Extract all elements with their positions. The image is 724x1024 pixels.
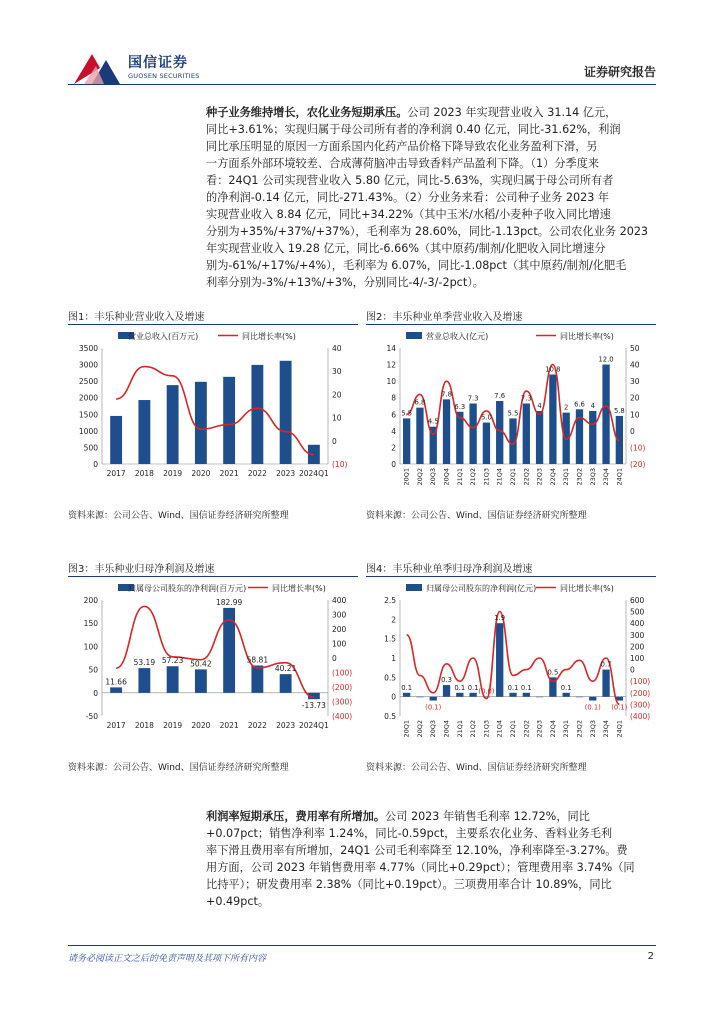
left-axis-tick: 14: [386, 344, 396, 353]
category-label: 21Q4: [495, 720, 504, 738]
left-axis-tick: 1500: [78, 410, 98, 420]
bar: [456, 693, 463, 697]
bar: [509, 693, 516, 697]
category-label: 2023: [276, 469, 296, 478]
legend-bar-label: 营业总收入(亿元): [426, 332, 489, 341]
left-axis-tick: 0.5: [384, 712, 396, 721]
para-line: 看：24Q1 公司实现营业收入 5.80 亿元，同比-5.63%，实现归属于母公司所有者: [206, 174, 614, 187]
guosen-logo: [70, 50, 200, 86]
bar: [167, 385, 179, 464]
bar: [403, 693, 410, 697]
right-axis-tick: 0: [332, 654, 337, 663]
category-label: 21Q3: [482, 720, 491, 738]
left-axis-tick: 1000: [78, 426, 98, 436]
right-axis-tick: 300: [332, 610, 347, 620]
data-label: 0.1: [560, 683, 572, 692]
legend-line-label: 同比增长率(%): [242, 332, 296, 341]
left-axis-tick: 2500: [78, 377, 98, 387]
chart-legend: [406, 583, 614, 593]
bar: [416, 408, 423, 464]
data-label: (0.1): [611, 703, 628, 712]
data-label: 5.5: [401, 409, 413, 418]
para-line: 的净利润-0.14 亿元，同比-271.43%。（2）分业务来看：公司种子业务 2023 年: [206, 191, 610, 204]
category-label: 20Q3: [429, 468, 438, 486]
data-label: 5.0: [481, 413, 492, 422]
left-axis-tick: 3500: [78, 344, 98, 353]
data-label: 50.42: [190, 659, 212, 669]
category-label: 20Q1: [402, 468, 411, 486]
data-label: 12.0: [598, 355, 614, 364]
bar: [195, 669, 207, 692]
category-label: 20Q4: [442, 720, 451, 738]
figure-title: 图4：丰乐种业单季归母净利润及增速: [366, 564, 533, 575]
figure-4: [366, 560, 656, 780]
brand-name-cn: 国信证券: [128, 55, 188, 71]
bar: [602, 365, 609, 464]
data-label: 0.1: [401, 683, 413, 692]
data-label: 0.3: [441, 676, 452, 685]
category-label: 2022: [247, 721, 267, 730]
paragraph-profitability: [206, 808, 656, 910]
category-label: 20Q3: [429, 720, 438, 738]
bar: [138, 400, 150, 464]
figure-source: 资料来源：公司公告、Wind、国信证券经济研究所整理: [366, 511, 587, 521]
figure-source: 资料来源：公司公告、Wind、国信证券经济研究所整理: [68, 511, 289, 521]
figure-2: [366, 308, 656, 528]
category-label: 21Q2: [469, 720, 478, 738]
category-label: 2022: [247, 469, 267, 478]
bar: [523, 404, 530, 464]
category-label: 22Q4: [548, 720, 557, 738]
left-axis-tick: 2: [391, 443, 396, 453]
chart-legend: [406, 331, 614, 341]
data-label: 7.3: [520, 394, 532, 403]
data-label: 11.66: [105, 677, 127, 687]
footer-rule: [68, 945, 656, 946]
para-line: +0.49pct。: [206, 895, 270, 908]
right-axis-tick: 500: [630, 607, 645, 617]
category-label: 2017: [106, 721, 126, 730]
brand-name-en: GUOSEN SECURITIES: [128, 72, 200, 80]
left-axis-tick: 4: [391, 426, 396, 436]
legend-bar-swatch: [406, 332, 422, 339]
category-label: 20Q2: [415, 468, 424, 486]
right-axis-tick: 0: [630, 426, 635, 436]
bar: [280, 674, 292, 693]
para-line: 一方面系外部环境较差、合成薄荷脑冲击导致香料产品盈利下降。（1）分季度来: [206, 157, 600, 170]
figure-title-rule: [68, 576, 358, 577]
bar: [536, 411, 543, 464]
right-axis-tick: 40: [630, 360, 640, 370]
paragraph-lead: 种子业务维持增长，农化业务短期承压。: [206, 106, 408, 119]
right-axis-tick: 30: [630, 377, 640, 387]
category-label: 23Q1: [562, 720, 571, 738]
bar: [443, 685, 450, 697]
category-label: 21Q1: [455, 720, 464, 738]
legend-bar-swatch: [406, 584, 422, 591]
data-label: 5.5: [507, 409, 519, 418]
left-axis-tick: -50: [85, 712, 98, 721]
data-label: 0.1: [467, 683, 479, 692]
category-label: 2024Q1: [298, 469, 329, 478]
data-label: 7.6: [494, 392, 506, 401]
chart-revenue-annual: [68, 330, 358, 500]
category-label: 23Q2: [575, 720, 584, 738]
category-label: 20Q4: [442, 468, 451, 486]
right-axis-tick: (10): [332, 460, 348, 469]
data-label: 6.3: [454, 402, 466, 411]
left-axis-tick: 0: [93, 460, 98, 469]
left-axis-tick: 0.5: [384, 673, 396, 683]
bar: [110, 416, 122, 464]
header-rule: [68, 84, 656, 85]
data-label: 40.21: [274, 664, 297, 674]
bar: [602, 670, 609, 697]
data-label: 7.8: [441, 390, 452, 399]
category-label: 2020: [191, 469, 211, 478]
left-axis-tick: 0: [93, 688, 98, 698]
para-line: 公司 2023 年实现营业收入 31.14 亿元，: [407, 106, 617, 119]
data-label: 5.8: [613, 406, 625, 415]
chart-net-profit-quarterly: [366, 582, 656, 752]
bar: [195, 382, 207, 464]
data-label: 10.8: [545, 365, 561, 374]
data-label: 57.23: [161, 656, 184, 666]
bar: [280, 361, 292, 464]
bar: [403, 418, 410, 464]
bar: [589, 697, 596, 701]
category-label: 2018: [134, 721, 154, 730]
right-axis-tick: 400: [630, 619, 645, 629]
right-axis-tick: 300: [630, 630, 645, 640]
bar: [251, 365, 263, 464]
right-axis-tick: 20: [332, 390, 342, 400]
left-axis-tick: 500: [83, 443, 98, 453]
category-label: 21Q3: [482, 468, 491, 486]
category-label: 22Q1: [509, 468, 517, 486]
category-label: 22Q4: [548, 468, 557, 486]
right-axis-tick: 50: [630, 344, 640, 353]
data-label: 7.3: [467, 394, 479, 403]
chart-legend: [118, 583, 326, 593]
data-label: (0.0): [478, 687, 495, 696]
category-label: 23Q4: [602, 468, 611, 486]
data-label: 0.1: [454, 683, 466, 692]
category-label: 2018: [134, 469, 154, 478]
category-label: 24Q1: [615, 720, 624, 738]
page-header: [0, 0, 724, 90]
category-label: 23Q3: [588, 468, 597, 486]
para-line: +0.07pct；销售净利率 1.24%，同比-0.59pct，主要系农化业务、香料业务毛利: [206, 827, 613, 840]
right-axis-tick: (300): [332, 697, 353, 707]
right-axis-tick: 600: [630, 596, 645, 605]
bar: [589, 411, 596, 464]
category-label: 2023: [276, 721, 296, 730]
left-axis-tick: 3000: [78, 360, 98, 370]
chart-revenue-quarterly: [366, 330, 656, 500]
legend-line-label: 同比增长率(%): [560, 332, 614, 341]
data-label: 6.8: [414, 398, 426, 407]
figure-1: [68, 308, 358, 528]
guosen-logo-mark-icon: [70, 50, 122, 86]
data-label: 0.1: [520, 683, 532, 692]
left-axis-tick: 12: [386, 360, 396, 370]
right-axis-tick: (100): [630, 677, 651, 687]
left-axis-tick: 200: [83, 596, 98, 605]
bar: [456, 412, 463, 464]
data-label: 1.9: [494, 614, 506, 623]
right-axis-tick: (200): [630, 688, 651, 698]
category-label: 23Q4: [602, 720, 611, 738]
data-label: 4.5: [427, 417, 439, 426]
category-label: 2021: [219, 721, 239, 730]
left-axis-tick: 0: [391, 460, 396, 469]
data-label: 53.19: [133, 658, 156, 668]
para-line: 同比承压明显的原因一方面系国内化药产品价格下降导致农化业务盈利下滑，另: [206, 140, 598, 153]
right-axis-tick: 40: [332, 344, 342, 353]
category-label: 23Q2: [575, 468, 584, 486]
right-axis-tick: 0: [332, 436, 337, 446]
category-label: 23Q3: [588, 720, 597, 738]
right-axis-tick: (100): [332, 668, 353, 678]
right-axis-tick: 30: [332, 367, 342, 377]
right-axis-tick: 100: [630, 654, 645, 663]
right-axis-tick: 400: [332, 596, 347, 605]
data-label: 4: [537, 401, 542, 410]
left-axis-tick: 2: [391, 615, 396, 625]
left-axis-tick: 8: [391, 393, 396, 403]
figure-title: 图2：丰乐种业单季营业收入及增速: [366, 312, 523, 323]
data-label: (0.1): [584, 703, 601, 712]
category-label: 24Q1: [615, 468, 624, 486]
category-label: 22Q1: [509, 720, 517, 738]
category-label: 22Q3: [535, 468, 544, 486]
figure-source: 资料来源：公司公告、Wind、国信证券经济研究所整理: [68, 763, 289, 773]
legend-bar-label: 归属母公司股东的净利润(亿元): [426, 584, 537, 593]
bar: [563, 693, 570, 697]
bar: [251, 666, 263, 693]
bar: [138, 668, 150, 693]
category-label: 21Q2: [469, 468, 478, 486]
category-label: 2017: [106, 469, 126, 478]
figure-source: 资料来源：公司公告、Wind、国信证券经济研究所整理: [366, 763, 587, 773]
left-axis-tick: 6: [391, 410, 396, 420]
right-axis-tick: 100: [332, 639, 347, 649]
para-line: 公司 2023 年销售毛利率 12.72%，同比: [385, 810, 590, 823]
bar: [443, 399, 450, 464]
chart-net-profit-annual: [68, 582, 358, 752]
para-line: 率下滑且费用率有所增加，24Q1 公司毛利率降至 12.10%，净利率降至-3.27%。费: [206, 844, 628, 857]
left-axis-tick: 2000: [78, 393, 98, 403]
legend-bar-label: 营业总收入(百万元): [128, 332, 199, 341]
paragraph-lead: 利润率短期承压，费用率有所增加。: [206, 810, 386, 823]
category-label: 22Q2: [522, 720, 531, 738]
bar: [110, 687, 122, 692]
para-line: 利率分别为-3%/+13%/+3%，分别同比-4/-3/-2pct）。: [206, 276, 484, 289]
right-axis-tick: (300): [630, 700, 651, 710]
para-line: 同比+3.61%；实现归属于母公司所有者的净利润 0.40 亿元，同比-31.62%，利润: [206, 123, 621, 136]
category-label: 2019: [163, 469, 183, 478]
figure-title-rule: [68, 324, 358, 325]
category-label: 2024Q1: [298, 721, 329, 730]
right-axis-tick: 200: [630, 642, 645, 652]
right-axis-tick: (10): [630, 443, 646, 453]
left-axis-tick: 150: [83, 619, 98, 629]
data-label: 6.6: [574, 400, 585, 409]
para-line: 年实现营业收入 19.28 亿元，同比-6.66%（其中原药/制剂/化肥收入同比增速分: [206, 242, 606, 255]
chart-legend: [118, 331, 296, 341]
category-label: 21Q4: [495, 468, 504, 486]
bar: [576, 697, 583, 698]
data-label: 0.7: [600, 660, 612, 669]
paragraph-seed-business: [206, 104, 656, 291]
left-axis-tick: 1.5: [384, 634, 396, 644]
data-label: 4: [590, 401, 595, 410]
bar: [483, 423, 490, 464]
category-label: 21Q1: [455, 468, 464, 486]
category-label: 20Q1: [402, 720, 411, 738]
bar: [469, 404, 476, 464]
bar: [167, 666, 179, 693]
bar: [523, 693, 530, 697]
bar: [549, 375, 556, 464]
left-axis-tick: 2.5: [384, 596, 396, 605]
right-axis-tick: 10: [630, 410, 640, 420]
figure-title-rule: [366, 576, 656, 577]
report-type: 证券研究报告: [583, 65, 656, 79]
left-axis-tick: 10: [386, 377, 396, 387]
figure-title-rule: [366, 324, 656, 325]
data-label: 0.1: [507, 683, 519, 692]
page-number: 2: [647, 951, 654, 962]
bar: [416, 697, 423, 698]
category-label: 22Q2: [522, 468, 531, 486]
category-label: 2020: [191, 721, 211, 730]
data-label: 2: [564, 403, 569, 412]
left-axis-tick: 1: [391, 654, 396, 663]
right-axis-tick: (200): [332, 683, 353, 692]
bar: [536, 697, 543, 698]
legend-bar-label: 归属母公司股东的净利润(百万元): [128, 584, 247, 593]
right-axis-tick: 0: [630, 665, 635, 675]
right-axis-tick: 20: [630, 393, 640, 403]
para-line: 别为-61%/+17%/+4%），毛利率为 6.07%，同比-1.08pct（其中原药/制剂/化肥毛: [206, 259, 627, 272]
category-label: 2019: [163, 721, 183, 730]
category-label: 23Q1: [562, 468, 571, 486]
para-line: 实现营业收入 8.84 亿元，同比+34.22%（其中玉米/水稻/小麦种子收入同比增速: [206, 208, 611, 221]
bar: [469, 693, 476, 697]
footer-disclaimer: 请务必阅读正文之后的免责声明及其项下所有内容: [68, 954, 267, 964]
left-axis-tick: 100: [83, 642, 98, 652]
category-label: 20Q2: [415, 720, 424, 738]
bar: [430, 697, 437, 701]
para-line: 分别为+35%/+37%/+37%），毛利率为 28.60%，同比-1.13pct。公司农化业务 2023: [206, 225, 649, 238]
data-label: 182.99: [216, 597, 243, 607]
legend-line-label: 同比增长率(%): [272, 584, 326, 593]
left-axis-tick: 50: [88, 665, 98, 675]
para-line: 比持平）；研发费用率 2.38%（同比+0.19pct）。三项费用率合计 10.89%，同比: [206, 878, 612, 891]
right-axis-tick: 200: [332, 625, 347, 634]
data-label: -13.73: [301, 701, 326, 711]
legend-line-label: 同比增长率(%): [560, 584, 614, 593]
data-label: 0.5: [547, 668, 559, 677]
right-axis-tick: (400): [332, 712, 353, 721]
right-axis-tick: (20): [630, 460, 646, 469]
data-label: (0.1): [425, 703, 442, 712]
category-label: 22Q3: [535, 720, 544, 738]
right-axis-tick: 10: [332, 413, 342, 423]
figure-title: 图3：丰乐种业归母净利润及增速: [68, 564, 215, 575]
data-label: 58.81: [246, 655, 269, 665]
left-axis-tick: 0: [391, 692, 396, 702]
category-label: 2021: [219, 469, 239, 478]
para-line: 用方面，公司 2023 年销售费用率 4.77%（同比+0.29pct）；管理费用率 3.74%（同: [206, 861, 635, 874]
bar: [223, 377, 235, 464]
figure-3: [68, 560, 358, 780]
figure-title: 图1：丰乐种业营业收入及增速: [68, 312, 205, 323]
bar: [496, 623, 503, 696]
right-axis-tick: (400): [630, 712, 651, 721]
